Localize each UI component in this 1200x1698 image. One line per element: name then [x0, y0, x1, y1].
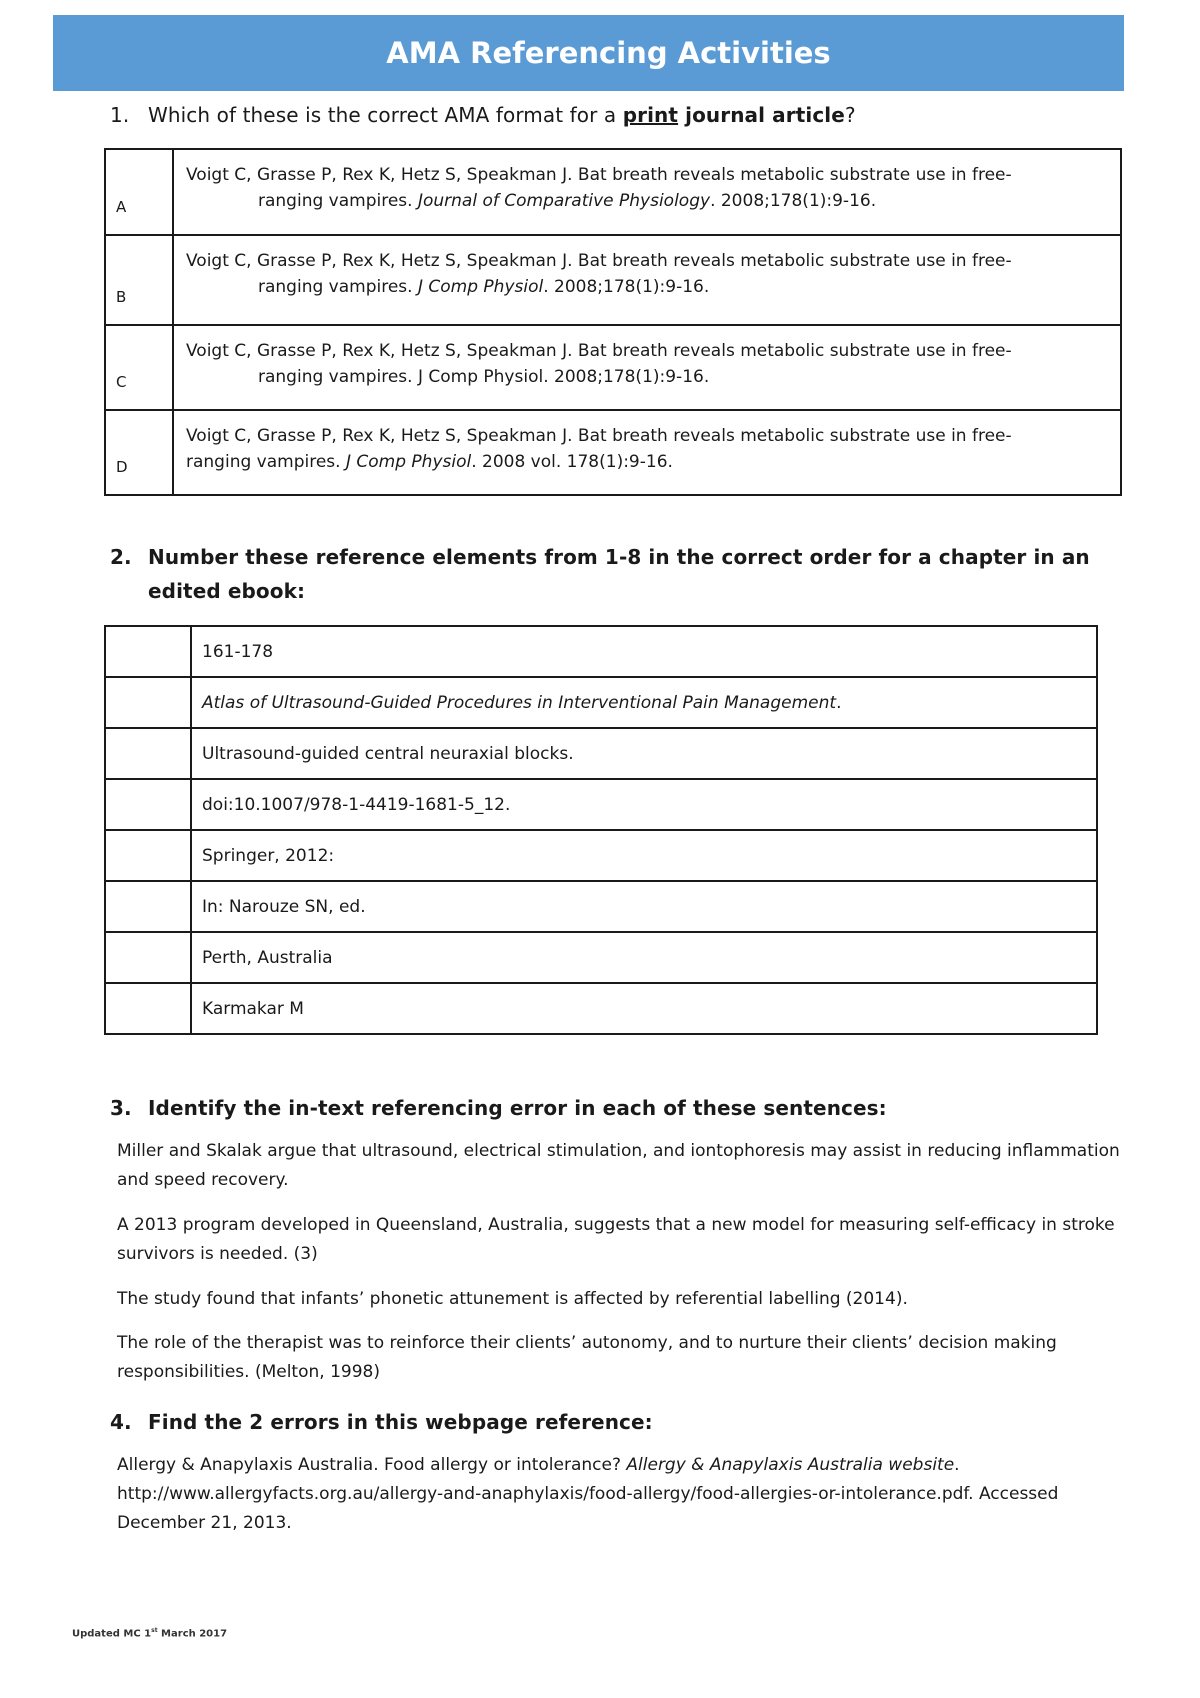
- footer-text: Updated MC 1: [72, 1628, 152, 1640]
- option-row: [105, 149, 1121, 235]
- reference-element: doi:10.1007/978-1-4419-1681-5_12.: [191, 779, 1097, 830]
- question-number: 3.: [110, 1096, 132, 1120]
- question-text: Number these reference elements from 1-8 in the correct order for a chapter in an edited ebook:: [148, 545, 1090, 603]
- reference-text: . 2008;178(1):9-16.: [710, 191, 877, 211]
- question-text: Identify the in-text referencing error in each of these sentences:: [148, 1096, 887, 1120]
- q1-options-table: [104, 148, 1122, 496]
- option-reference: [173, 149, 1121, 235]
- reference-journal: J Comp Physiol: [417, 277, 544, 297]
- reference-line: Voigt C, Grasse P, Rex K, Hetz S, Speakman J. Bat breath reveals metabolic substrate use in free-: [186, 251, 1012, 271]
- option-reference: [173, 410, 1121, 495]
- reference-element: Karmakar M: [191, 983, 1097, 1034]
- reference-text: ranging vampires.: [186, 452, 346, 472]
- option-row: [105, 235, 1121, 325]
- reference-website-name: Allergy & Anapylaxis Australia website: [626, 1455, 955, 1475]
- question-4-heading: [110, 1405, 653, 1439]
- reference-element: Ultrasound-guided central neuraxial blocks.: [191, 728, 1097, 779]
- reference-element-title: Atlas of Ultrasound-Guided Procedures in Interventional Pain Management: [202, 692, 837, 713]
- question-text-underlined: print: [622, 103, 679, 127]
- reference-line: [186, 364, 1110, 390]
- ordering-row: [105, 881, 1097, 932]
- order-number-cell[interactable]: [105, 677, 191, 728]
- ordering-row: [105, 626, 1097, 677]
- reference-line: [186, 449, 1110, 475]
- reference-text: ranging vampires.: [258, 277, 418, 297]
- order-number-cell[interactable]: [105, 983, 191, 1034]
- option-letter: D: [105, 410, 173, 495]
- sentence: Miller and Skalak argue that ultrasound, electrical stimulation, and iontophoresis may assist in reducing inflammation and speed recovery.: [117, 1141, 1120, 1190]
- option-letter: A: [105, 149, 173, 235]
- option-row: [105, 325, 1121, 410]
- reference-text: . 2008 vol. 178(1):9-16.: [471, 452, 673, 472]
- order-number-cell[interactable]: [105, 728, 191, 779]
- question-3-heading: [110, 1091, 887, 1125]
- ordering-row: [105, 728, 1097, 779]
- option-letter: C: [105, 325, 173, 410]
- footer-superscript: st: [151, 1627, 158, 1634]
- reference-text: ranging vampires. J Comp Physiol. 2008;178(1):9-16.: [258, 367, 710, 387]
- order-number-cell[interactable]: [105, 932, 191, 983]
- question-2-heading: [110, 540, 1120, 608]
- reference-text: . 2008;178(1):9-16.: [543, 277, 710, 297]
- webpage-reference: [117, 1451, 1147, 1538]
- page-title-banner: [53, 15, 1124, 91]
- reference-element: Springer, 2012:: [191, 830, 1097, 881]
- footer-updated-note: [72, 1627, 227, 1639]
- reference-element: In: Narouze SN, ed.: [191, 881, 1097, 932]
- reference-line: Voigt C, Grasse P, Rex K, Hetz S, Speakman J. Bat breath reveals metabolic substrate use in free-: [186, 341, 1012, 361]
- question-number: 1.: [110, 103, 130, 127]
- order-number-cell[interactable]: [105, 830, 191, 881]
- question-text-part: ?: [844, 103, 856, 127]
- reference-line: [186, 188, 1110, 214]
- reference-text: Allergy & Anapylaxis Australia. Food allergy or intolerance?: [117, 1455, 627, 1475]
- ordering-row: [105, 779, 1097, 830]
- reference-line: Voigt C, Grasse P, Rex K, Hetz S, Speakman J. Bat breath reveals metabolic substrate use in free-: [186, 426, 1012, 446]
- ordering-row: [105, 932, 1097, 983]
- reference-text: . http://www.allergyfacts.org.au/allergy-and-anaphylaxis/food-allergy/food-allergies-or-intolerance.pdf. Accessed December 21, 2013.: [117, 1455, 1059, 1533]
- q2-ordering-table: [104, 625, 1098, 1035]
- reference-element: Perth, Australia: [191, 932, 1097, 983]
- question-text-bold: journal article: [678, 103, 845, 127]
- reference-journal: J Comp Physiol: [345, 452, 472, 472]
- option-letter: B: [105, 235, 173, 325]
- reference-line: Voigt C, Grasse P, Rex K, Hetz S, Speakman J. Bat breath reveals metabolic substrate use in free-: [186, 165, 1012, 185]
- question-text: Find the 2 errors in this webpage reference:: [148, 1410, 653, 1434]
- reference-element-suffix: .: [836, 692, 842, 713]
- order-number-cell[interactable]: [105, 779, 191, 830]
- question-1-heading: [110, 98, 856, 132]
- question-number: 2.: [110, 545, 132, 569]
- question-text: [148, 98, 856, 132]
- sentence: The study found that infants’ phonetic attunement is affected by referential labelling (2014).: [117, 1289, 908, 1309]
- order-number-cell[interactable]: [105, 881, 191, 932]
- reference-journal: Journal of Comparative Physiology: [417, 191, 711, 211]
- question-number: 4.: [110, 1410, 132, 1434]
- reference-element: [191, 677, 1097, 728]
- sentence: A 2013 program developed in Queensland, Australia, suggests that a new model for measuring self-efficacy in stroke survivors is needed. (3): [117, 1215, 1115, 1264]
- reference-line: [186, 274, 1110, 300]
- sentence: The role of the therapist was to reinforce their clients’ autonomy, and to nurture their clients’ decision making responsibilities. (Melton, 1998): [117, 1333, 1057, 1382]
- ordering-row: [105, 983, 1097, 1034]
- order-number-cell[interactable]: [105, 626, 191, 677]
- footer-text: March 2017: [157, 1628, 228, 1640]
- page-title: AMA Referencing Activities: [386, 36, 831, 70]
- ordering-row: [105, 830, 1097, 881]
- option-reference: [173, 235, 1121, 325]
- option-reference: [173, 325, 1121, 410]
- reference-text: ranging vampires.: [258, 191, 418, 211]
- option-row: [105, 410, 1121, 495]
- reference-element: 161-178: [191, 626, 1097, 677]
- ordering-row: [105, 677, 1097, 728]
- question-text-part: Which of these is the correct AMA format for a: [148, 103, 623, 127]
